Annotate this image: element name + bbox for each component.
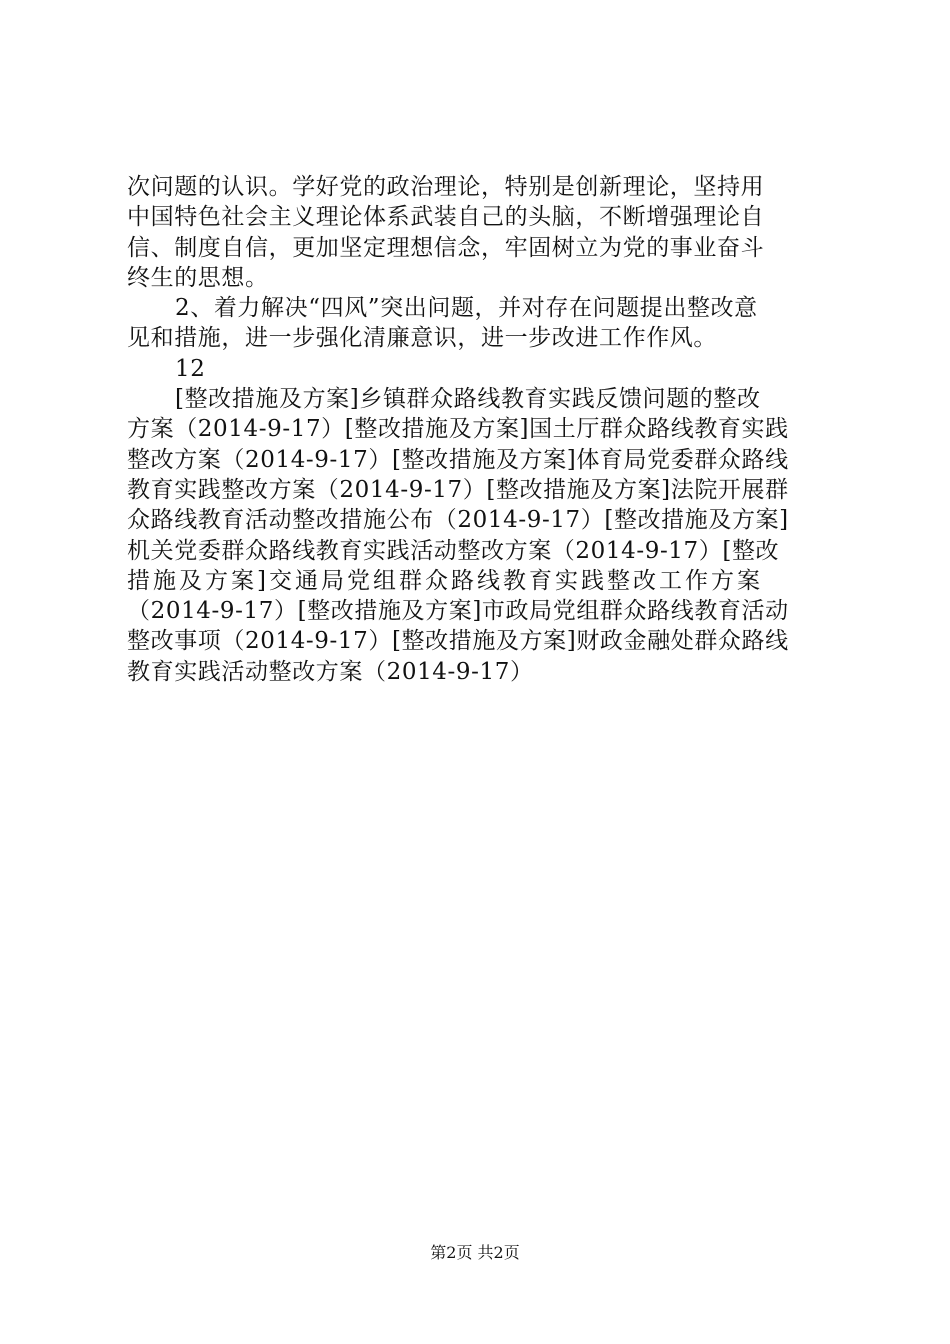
document-body bbox=[127, 172, 827, 687]
text-line: 方案（2014-9-17）[整改措施及方案]国土厅群众路线教育实践 bbox=[127, 416, 789, 443]
text-line: 教育实践活动整改方案（2014-9-17） bbox=[127, 658, 534, 685]
paragraph-first-line: [整改措施及方案]乡镇群众路线教育实践反馈问题的整改 bbox=[175, 386, 761, 413]
text-line: 教育实践整改方案（2014-9-17）[整改措施及方案]法院开展群 bbox=[127, 476, 789, 503]
text-line: 中国特色社会主义理论体系武装自己的头脑，不断增强理论自 bbox=[127, 204, 765, 231]
text-line: 整改方案（2014-9-17）[整改措施及方案]体育局党委群众路线 bbox=[127, 446, 789, 473]
text-line: 次问题的认识。学好党的政治理论，特别是创新理论，坚持用 bbox=[127, 174, 765, 200]
text-line: 终生的思想。 bbox=[127, 264, 269, 291]
page-number-text: 12 bbox=[175, 355, 206, 382]
text-line: 措施及方案]交通局党组群众路线教育实践整改工作方案 bbox=[127, 567, 763, 594]
text-line: 众路线教育活动整改措施公布（2014-9-17）[整改措施及方案] bbox=[127, 507, 789, 534]
text-line: 见和措施，进一步强化清廉意识，进一步改进工作作风。 bbox=[127, 325, 717, 352]
paragraph-first-line: 2、着力解决“四风”突出问题，并对存在问题提出整改意 bbox=[175, 295, 758, 322]
text-line: 机关党委群众路线教育实践活动整改方案（2014-9-17）[整改 bbox=[127, 537, 780, 564]
text-line: 整改事项（2014-9-17）[整改措施及方案]财政金融处群众路线 bbox=[127, 628, 789, 655]
text-line: （2014-9-17）[整改措施及方案]市政局党组群众路线教育活动 bbox=[127, 598, 789, 625]
text-line: 信、制度自信，更加坚定理想信念，牢固树立为党的事业奋斗 bbox=[127, 234, 765, 261]
page-footer: 第2页 共2页 bbox=[430, 1243, 520, 1262]
